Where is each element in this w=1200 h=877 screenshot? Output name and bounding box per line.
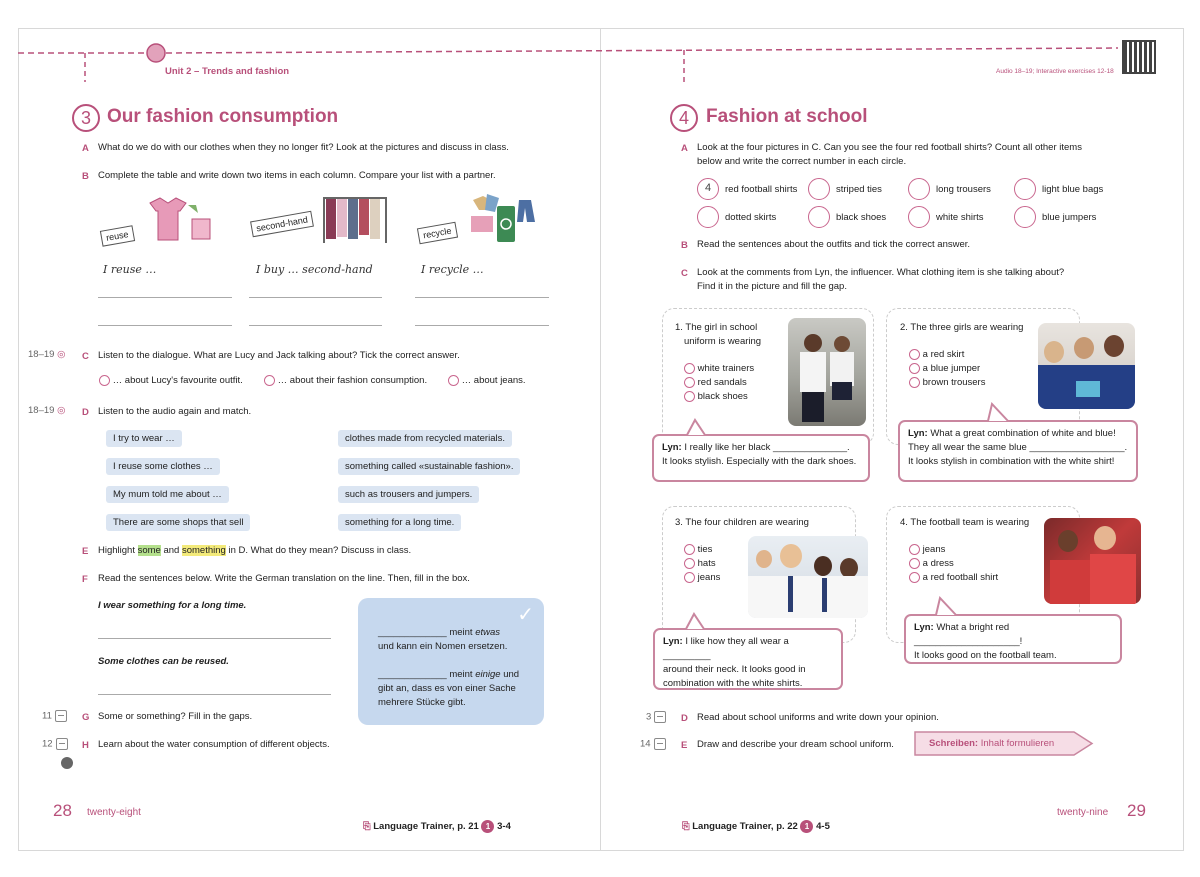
label: a blue jumper [922,363,981,374]
infobox-line-4: gibt an, dass es von einer Sache [378,683,516,694]
grammar-infobox [358,598,544,725]
option[interactable] [684,557,720,571]
lyn-label: Lyn: [662,442,682,453]
recycle-bin-illustration [465,192,545,247]
task-f-text: Read the sentences below. Write the German translation on the line. Then, fill in the box. [98,573,470,584]
match-right-2[interactable]: something called «sustainable fashion». [338,458,520,475]
option[interactable] [909,362,985,376]
count-circle[interactable] [1014,178,1036,200]
task-d-text-r: Read about school uniforms and write down your opinion. [697,712,939,723]
radio-icon[interactable] [99,375,110,386]
label: red sandals [697,377,747,388]
count-label: white shirts [936,212,984,223]
writing-label [929,737,1054,751]
task-e-letter: E [82,546,89,557]
option-label: … about their fashion consumption. [277,375,428,386]
infobox-line-5: mehrere Stücke gibt. [378,697,466,708]
task-e-post: in D. What do they mean? Discuss in class. [228,545,412,556]
audio-ref-d: 18–19 ◎ [28,405,66,416]
count-label: blue jumpers [1042,212,1097,223]
reuse-clothes-illustration [140,195,220,245]
photo-football-team [1044,518,1141,604]
translation-line[interactable] [98,638,331,639]
count-circle[interactable] [808,206,830,228]
radio-icon[interactable] [448,375,459,386]
option-label: … about jeans. [461,375,526,386]
footer-range: 4-5 [816,821,830,832]
exercise-ref-d-r: 3 [646,711,666,723]
book-icon: ⎘ [363,821,371,832]
count-label: long trousers [936,184,991,195]
photo-three-girls [1038,323,1135,409]
column-recycle: I recycle … [421,263,484,276]
card-4-options [909,543,998,585]
text: I really like her black ______________. [684,442,850,453]
task-c-letter-r: C [681,268,688,279]
translation-line[interactable] [98,694,331,695]
answer-line[interactable] [98,297,232,298]
lyn-comment-3 [653,628,843,690]
task-c-text: Listen to the dialogue. What are Lucy and Jack talking about? Tick the correct answer. [98,350,460,361]
task-b-letter-r: B [681,240,688,251]
label: white trainers [697,363,755,374]
card-2-title: 2. The three girls are wearing [900,322,1024,333]
match-left-2[interactable]: I reuse some clothes … [106,458,220,475]
line: combination with the white shirts. [663,678,803,689]
section-title-right: Fashion at school [706,106,868,127]
line: It looks stylish. Especially with the dark shoes. [662,456,857,467]
radio-icon[interactable] [909,363,920,374]
task-e-text-r: Draw and describe your dream school uniform. [697,739,894,750]
text: meint [449,627,473,638]
task-d-letter: D [82,407,89,418]
exercise-ref-h: 12 [42,738,68,750]
exercise-icon [654,738,666,750]
task-a-letter: A [82,143,89,154]
task-e-pre: Highlight [98,545,135,556]
bubble-pointer [986,402,1012,422]
text: What a great combination of white and blue! [930,428,1116,439]
exercise-icon [55,710,67,722]
task-d-text: Listen to the audio again and match. [98,406,252,417]
task-c-letter: C [82,351,89,362]
task-h-letter: H [82,740,89,751]
option[interactable] [909,543,998,557]
lyn-label: Lyn: [914,622,934,633]
task-e-mid: and [163,545,180,556]
task-d-letter-r: D [681,713,688,724]
lyn-comment-2 [898,420,1138,482]
answer-line[interactable] [249,297,382,298]
radio-icon[interactable] [909,572,920,583]
radio-icon[interactable] [684,377,695,388]
radio-icon[interactable] [909,558,920,569]
text: und [503,669,520,680]
match-left-1[interactable]: I try to wear … [106,430,182,447]
line: below and write the correct number in each circle. [697,156,907,167]
footer-label: Language Trainer, p. 21 [373,821,479,832]
blank[interactable]: _____________ [378,627,447,638]
tag-recycle: recycle [417,222,458,244]
match-right-3[interactable]: such as trousers and jumpers. [338,486,479,503]
line: They all wear the same blue __________________. [908,442,1128,453]
footer-language-trainer-right[interactable] [682,820,830,834]
photo-four-children [748,536,868,618]
lyn-label: Lyn: [663,636,683,647]
option[interactable] [684,376,754,390]
column-reuse: I reuse … [103,263,157,276]
label-a: Schreiben: [929,738,979,749]
qr-code[interactable] [1122,40,1156,74]
page-word-right: twenty-nine [1057,807,1109,818]
sentence-1: I wear something for a long time. [98,600,247,611]
card-2-options [909,348,985,390]
label: a red football shirt [922,572,999,583]
task-b-text-r: Read the sentences about the outfits and tick the correct answer. [697,239,971,250]
task-e-text [98,544,411,558]
footer-language-trainer-left[interactable] [363,820,511,834]
count-circle[interactable] [908,178,930,200]
option[interactable] [909,348,985,362]
lyn-comment-1 [652,434,870,482]
unit-title: Unit 2 – Trends and fashion [165,66,290,77]
footer-badge: 1 [800,820,813,833]
lyn-label: Lyn: [908,428,928,439]
option[interactable] [684,362,754,376]
bubble-pointer [684,612,708,630]
count-circle[interactable] [697,206,719,228]
line: Look at the comments from Lyn, the influencer. What clothing item is she talking about? [697,267,1065,278]
option[interactable] [909,571,998,585]
radio-icon[interactable] [684,363,695,374]
match-right-1[interactable]: clothes made from recycled materials. [338,430,512,447]
footer-range: 3-4 [497,821,511,832]
audio-reference: Audio 18–19; Interactive exercises 12-18 [996,68,1114,75]
infobox-text [378,626,538,710]
count-label: red football shirts [725,184,798,195]
card-1-title [675,321,761,349]
label: a dress [922,558,954,569]
audio-icon: ◎ [57,349,66,360]
decorative-dashed-line [18,40,1182,90]
blank[interactable]: _____________ [378,669,447,680]
radio-icon[interactable] [909,349,920,360]
infobox-line-2: und kann ein Nomen ersetzen. [378,641,508,652]
label-b: Inhalt formulieren [980,738,1055,749]
match-right-4[interactable]: something for a long time. [338,514,461,531]
task-e-letter-r: E [681,740,688,751]
card-3-options [684,543,720,585]
section-title-left: Our fashion consumption [107,106,339,127]
count-label: striped ties [836,184,882,195]
task-b-letter: B [82,171,89,182]
exercise-ref-e-r: 14 [640,738,666,750]
answer-line[interactable] [415,325,549,326]
task-c-text-r [697,266,1064,294]
task-f-letter: F [82,574,88,585]
section-number-4: 4 [670,104,698,132]
option-c-1[interactable] [99,374,243,388]
match-left-3[interactable]: My mum told me about … [106,486,229,503]
page-number-right: 29 [1127,801,1146,820]
count-label: light blue bags [1042,184,1104,195]
task-h-text: Learn about the water consumption of different objects. [98,739,330,750]
text: What a bright red ____________________! [914,622,1023,647]
match-left-4[interactable]: There are some shops that sell [106,514,250,531]
option-label: … about Lucy's favourite outfit. [112,375,243,386]
count-label: dotted skirts [725,212,777,223]
line [663,635,833,663]
highlight-some: some [137,545,161,556]
page-number-left: 28 [53,801,72,820]
card-3-title: 3. The four children are wearing [675,517,809,528]
lyn-comment-4 [904,614,1122,664]
label: jeans [697,572,721,583]
task-g-letter: G [82,712,90,723]
label: black shoes [697,391,748,402]
line: It looks stylish in combination with the white shirt! [908,456,1115,467]
text: I like how they all wear a _________ [663,636,789,661]
bubble-pointer [685,418,709,436]
second-hand-rack-illustration [320,195,390,245]
column-second-hand: I buy … second-hand [256,263,373,276]
exercise-ref-g: 11 [42,710,67,722]
label: brown trousers [922,377,986,388]
option[interactable] [909,557,998,571]
line: It looks good on the football team. [914,650,1057,661]
count-circle[interactable]: 4 [697,178,719,200]
task-b-text: Complete the table and write down two items in each column. Compare your list with a partner. [98,170,496,181]
option[interactable] [684,543,720,557]
page-word-left: twenty-eight [87,807,141,818]
photo-girl-in-uniform [788,318,866,426]
text: meint [449,669,473,680]
infobox-line-3 [378,668,538,682]
audio-ref-c: 18–19 ◎ [28,349,66,360]
highlight-something: something [181,545,226,556]
radio-icon[interactable] [684,572,695,583]
exercise-icon [56,738,68,750]
label: ties [697,544,713,555]
radio-icon[interactable] [684,391,695,402]
line [914,621,1112,649]
bubble-pointer [934,596,960,616]
line: around their neck. It looks good in [663,664,806,675]
book-icon: ⎘ [682,821,690,832]
task-a-letter-r: A [681,143,688,154]
radio-icon[interactable] [264,375,275,386]
answer-line[interactable] [98,325,232,326]
radio-icon[interactable] [684,558,695,569]
infobox-line-1 [378,626,538,640]
line: uniform is wearing [684,336,762,347]
answer-line[interactable] [415,297,549,298]
text: einige [475,669,501,680]
footer-badge: 1 [481,820,494,833]
line [908,427,1128,441]
radio-icon[interactable] [684,544,695,555]
label: jeans [922,544,946,555]
line: Find it in the picture and fill the gap. [697,281,847,292]
option[interactable] [909,376,985,390]
line: 1. The girl in school [675,322,758,333]
tag-second-hand: second-hand [250,211,314,238]
exercise-icon [654,711,666,723]
count-circle[interactable] [808,178,830,200]
check-icon: ✓ [517,604,534,626]
label: hats [697,558,716,569]
section-number-3: 3 [72,104,100,132]
card-1-options [684,362,754,404]
option-c-3[interactable] [448,374,526,388]
label: a red skirt [922,349,965,360]
audio-icon: ◎ [57,405,66,416]
count-label: black shoes [836,212,887,223]
tag-reuse: reuse [100,225,135,246]
line [662,441,860,455]
text: etwas [475,627,501,638]
option-c-2[interactable] [264,374,427,388]
count-circle[interactable] [908,206,930,228]
task-a-text: What do we do with our clothes when they no longer fit? Look at the pictures and discuss in class. [98,142,509,153]
sentence-2: Some clothes can be reused. [98,656,229,667]
card-4-title: 4. The football team is wearing [900,517,1030,528]
count-circle[interactable] [1014,206,1036,228]
footer-label: Language Trainer, p. 22 [692,821,798,832]
answer-line[interactable] [249,325,382,326]
radio-icon[interactable] [909,544,920,555]
line: Look at the four pictures in C. Can you see the four red football shirts? Count all other items [697,142,1082,153]
task-g-text: Some or something? Fill in the gaps. [98,711,253,722]
bullet-dot [61,757,73,769]
task-a-text-r [697,141,1082,169]
radio-icon[interactable] [909,377,920,388]
option[interactable] [684,390,754,404]
option[interactable] [684,571,720,585]
